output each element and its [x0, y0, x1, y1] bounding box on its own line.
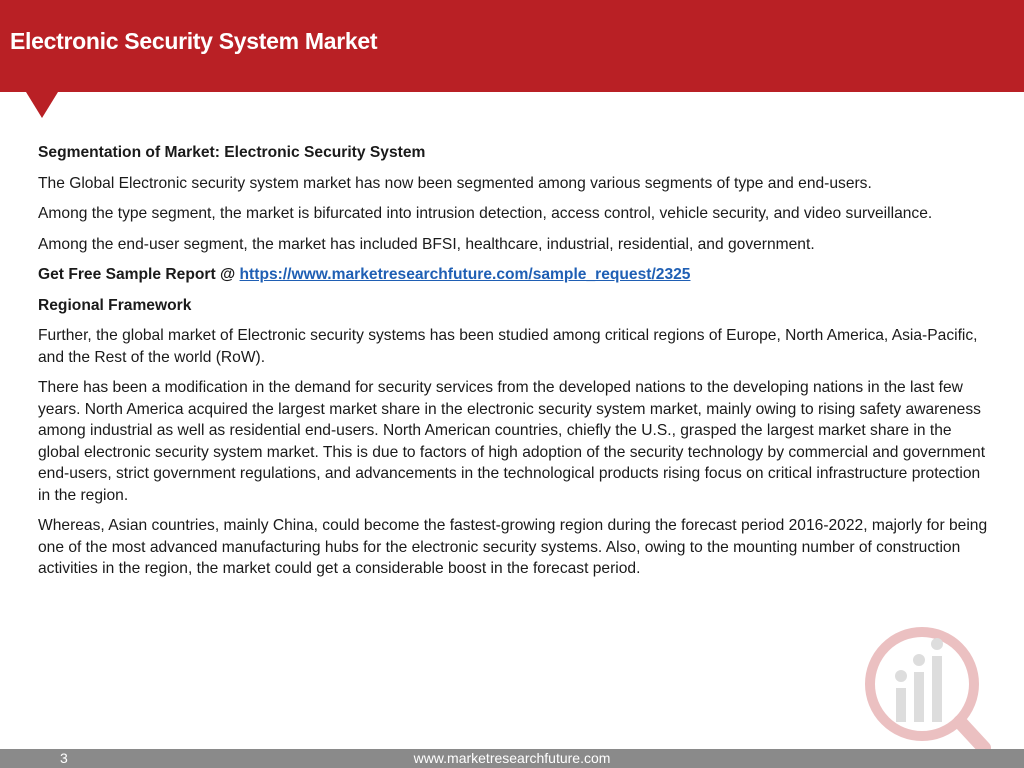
paragraph-regions: Further, the global market of Electronic security systems has been studied among critical regions of Europe, North America, Asia-Pacific, and the Rest of the world (RoW).: [38, 327, 978, 366]
segmentation-heading: Segmentation of Market: Electronic Security System: [38, 144, 426, 161]
slide-content: [38, 142, 988, 589]
paragraph-asia: Whereas, Asian countries, mainly China, could become the fastest-growing region during the forecast period 2016-2022, majorly for being one of the most advanced manufacturing hubs for the electronic security systems. Also, owing to the mounting number of construction activities in the region, the market could get a considerable boost in the forecast period.: [38, 517, 988, 577]
paragraph-segments: The Global Electronic security system market has now been segmented among various segments of type and end-users.: [38, 174, 872, 192]
market-research-future-logo-icon: [856, 608, 996, 758]
regional-heading: Regional Framework: [38, 296, 192, 314]
header-bar: [0, 0, 1024, 92]
paragraph-north-america: There has been a modification in the demand for security services from the developed nations to the developing nations in the last few years. North America acquired the largest market share in the electronic security system market, mainly owing to rising safety awareness among industrial as well as residential end-users. North American countries, chiefly the U.S., grasped the largest market share in the global electronic security system market. This is due to factors of high adoption of the security technology by commercial and government end-users, strict government regulations, and advancements in the technological products rising focus on critical infrastructure protection in the region.: [38, 379, 986, 504]
paragraph-end-user-segment: Among the end-user segment, the market has included BFSI, healthcare, industrial, residential, and government.: [38, 235, 815, 253]
footer-url: www.marketresearchfuture.com: [413, 750, 611, 766]
slide-title: Electronic Security System Market: [10, 28, 378, 54]
footer-bar: [0, 749, 1024, 768]
sample-report-label: Get Free Sample Report @: [38, 266, 240, 283]
sample-report-link[interactable]: https://www.marketresearchfuture.com/sample_request/2325: [239, 266, 691, 283]
paragraph-type-segment: Among the type segment, the market is bifurcated into intrusion detection, access control, vehicle security, and video surveillance.: [38, 205, 933, 222]
sample-report-line: [38, 264, 988, 286]
page-number: 3: [60, 750, 68, 766]
header-notch: [26, 92, 58, 118]
